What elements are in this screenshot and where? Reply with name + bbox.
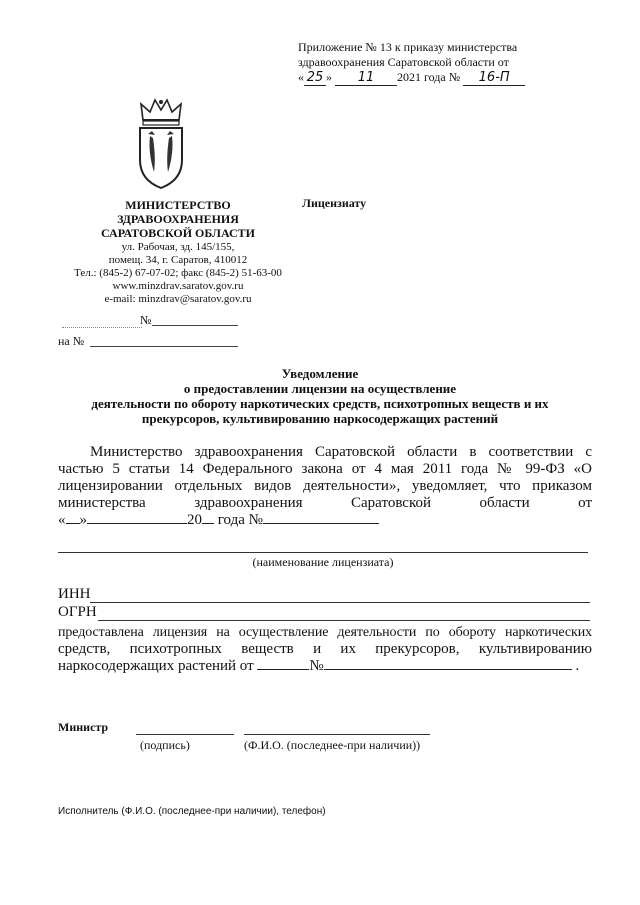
p1-date-open-quote: « xyxy=(58,512,66,528)
title-line-3: деятельности по обороту наркотических средств, психотропных веществ и их xyxy=(91,396,549,411)
p1-date-year: 20 xyxy=(187,512,202,528)
appendix-date-day: 25 xyxy=(304,71,326,86)
signature-caption: (подпись) xyxy=(140,738,190,752)
p1-line-1: Министерство здравоохранения Саратовской области в соответствии с xyxy=(90,444,592,460)
signature-line xyxy=(136,734,234,735)
ogrn-label: ОГРН xyxy=(58,604,97,620)
ministry-name-line-3: САРАТОВСКОЙ ОБЛАСТИ xyxy=(100,226,256,240)
title-line-4: прекурсоров, культивированию наркосодержащих растений xyxy=(141,411,499,426)
body-paragraph-1 xyxy=(58,444,592,529)
ministry-email: e-mail: minzdrav@saratov.gov.ru xyxy=(104,293,252,305)
p1-date-year-blank xyxy=(202,523,214,524)
outgoing-date-line xyxy=(62,327,142,328)
document-title xyxy=(40,366,600,426)
ministry-name-line-1: МИНИСТЕРСТВО xyxy=(125,198,231,212)
ministry-address-line-1: ул. Рабочая, зд. 145/155, xyxy=(121,241,235,253)
p2-number-sign: № xyxy=(309,658,324,674)
ministry-name-line-2: ЗДРАВООХРАНЕНИЯ xyxy=(117,212,239,226)
p2-line-3 xyxy=(58,658,592,675)
executor-note: Исполнитель (Ф.И.О. (последнее-при наличии), телефон) xyxy=(58,806,326,817)
p2-end: . xyxy=(575,658,580,674)
appendix-date-month: 11 xyxy=(335,71,397,86)
signatory-name-caption: (Ф.И.О. (последнее-при наличии)) xyxy=(244,738,421,752)
p1-date-close-quote: » xyxy=(79,512,87,528)
title-line-1: Уведомление xyxy=(281,366,359,381)
ministry-block xyxy=(58,198,298,306)
p2-date-blank xyxy=(257,669,309,670)
p2-number-blank xyxy=(324,669,572,670)
licensee-caption: (наименование лицензиата) xyxy=(252,555,394,569)
p1-order-number-blank xyxy=(263,523,379,524)
saratov-coat-of-arms-icon xyxy=(135,98,187,195)
signatory-role: Министр xyxy=(58,720,109,734)
appendix-line-2: здравоохранения Саратовской области от xyxy=(298,55,509,69)
appendix-line-1: Приложение № 13 к приказу министерства xyxy=(298,40,518,54)
p1-line-3: лицензировании отдельных видов деятельности», уведомляет, что приказом xyxy=(58,478,592,494)
inn-line xyxy=(90,602,590,603)
appendix-date-line xyxy=(298,70,525,86)
appendix-date-year: 2021 года № xyxy=(397,70,461,84)
p1-date-goda: года № xyxy=(217,512,263,528)
addressee: Лицензиату xyxy=(302,196,367,210)
p1-line-4: министерства здравоохранения Саратовской области от xyxy=(58,495,592,511)
outgoing-number-line xyxy=(152,325,238,326)
p1-date-month-blank xyxy=(87,523,187,524)
appendix-order-number: 16-П xyxy=(463,71,525,86)
outgoing-number-sign: № xyxy=(140,313,152,327)
p1-date-day-blank xyxy=(66,523,80,524)
reply-to-label: на № xyxy=(58,334,85,348)
title-line-2: о предоставлении лицензии на осуществление xyxy=(183,381,457,396)
p2-line-3-start: наркосодержащих растений от xyxy=(58,658,254,674)
p1-date-line xyxy=(58,512,592,529)
ministry-address-line-2: помещ. 34, г. Саратов, 410012 xyxy=(108,254,248,266)
reply-to-line xyxy=(90,346,238,347)
licensee-name-line xyxy=(58,552,588,553)
ogrn-line xyxy=(98,620,590,621)
ministry-website: www.minzdrav.saratov.gov.ru xyxy=(112,280,244,292)
p2-line-2: средств, психотропных веществ и их прекурсоров, культивированию xyxy=(58,641,592,657)
signatory-name-line xyxy=(244,734,430,735)
appendix-date-open-quote: « xyxy=(298,70,304,84)
ministry-phone: Тел.: (845-2) 67-07-02; факс (845-2) 51-63-00 xyxy=(74,267,282,279)
body-paragraph-2 xyxy=(58,624,592,675)
appendix-date-close-quote: » xyxy=(326,70,332,84)
p2-line-1: предоставлена лицензия на осуществление деятельности по обороту наркотических xyxy=(58,625,592,640)
inn-label: ИНН xyxy=(58,586,91,602)
p1-line-2: частью 5 статьи 14 Федерального закона от 4 мая 2011 года № 99-ФЗ «О xyxy=(58,461,592,477)
